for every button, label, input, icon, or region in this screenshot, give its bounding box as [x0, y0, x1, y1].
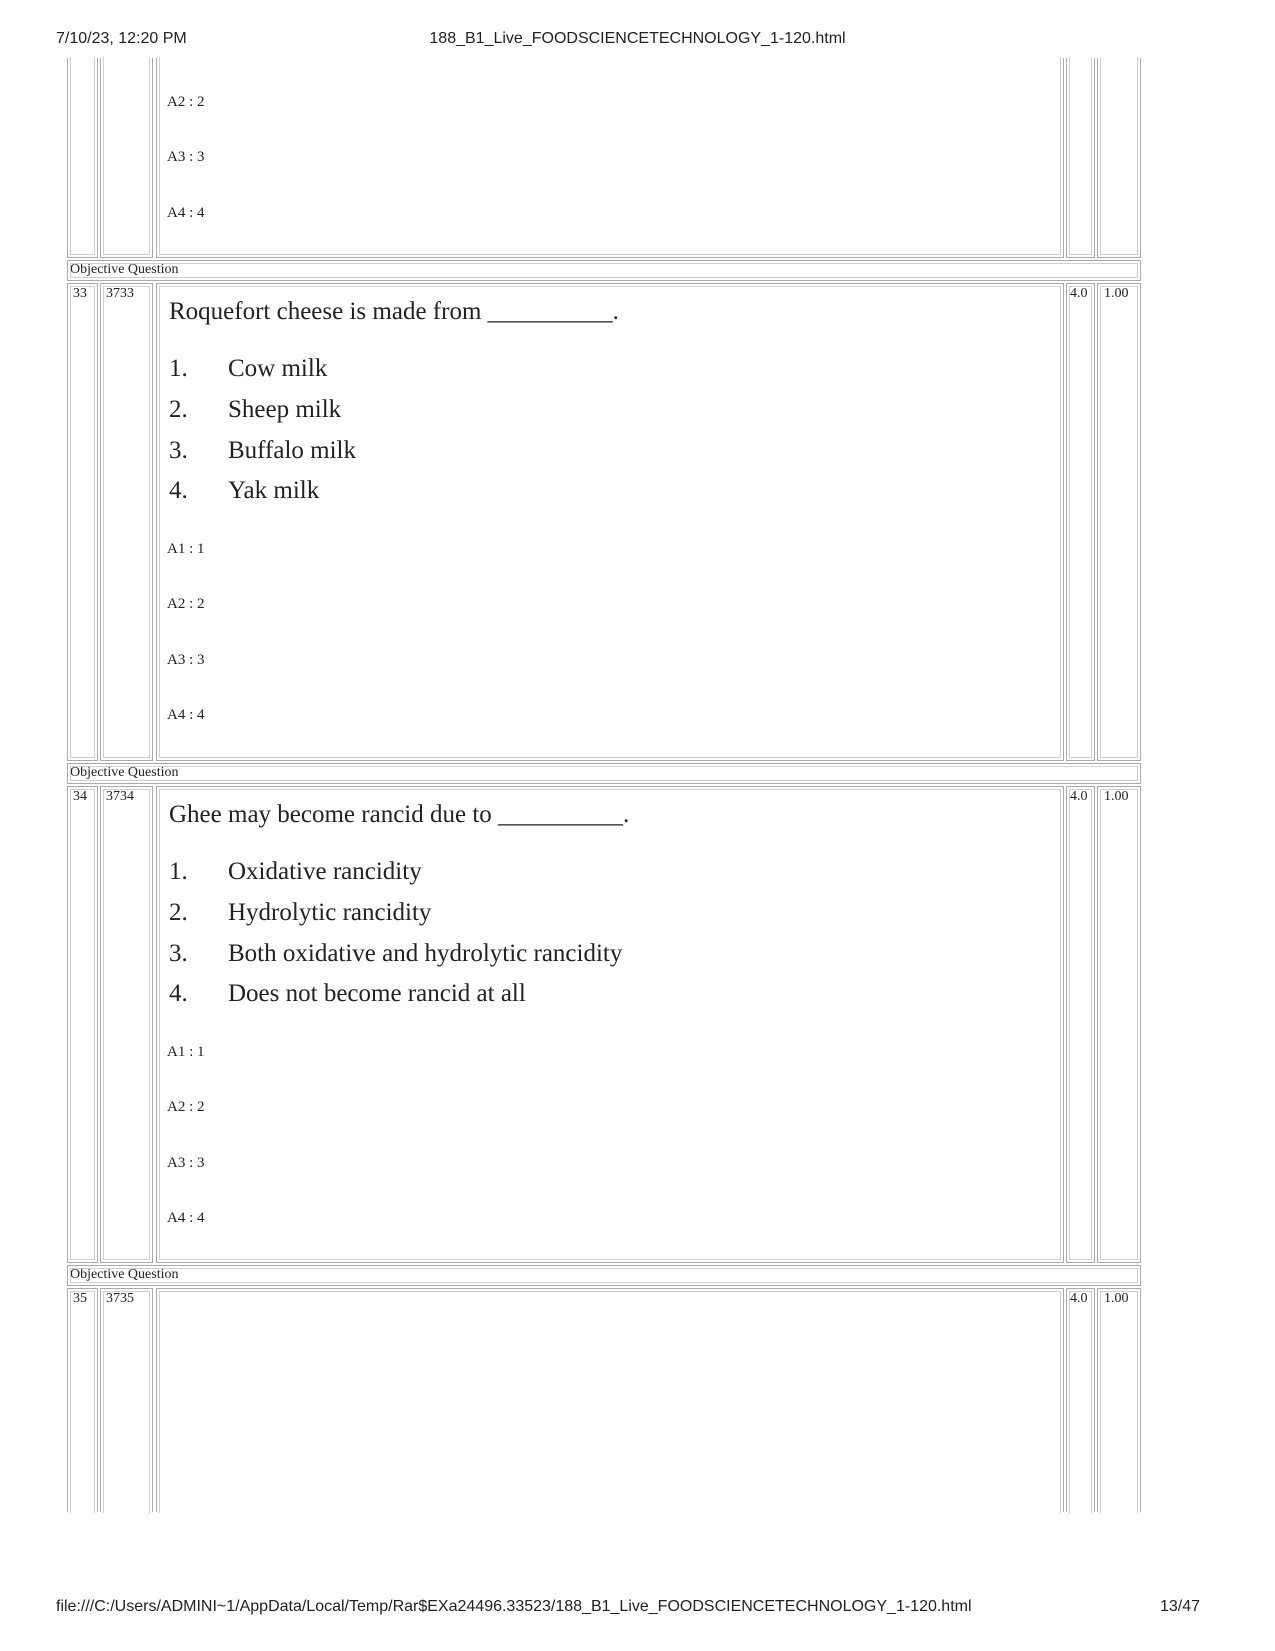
marks-value: 4.0: [1070, 286, 1088, 301]
answer-key-line: A3 : 3: [167, 652, 205, 668]
option-number: 1.: [169, 858, 188, 885]
option-number: 1.: [169, 355, 188, 382]
serial-number: 34: [73, 789, 87, 804]
question-stem: Ghee may become rancid due to __________.: [169, 801, 630, 828]
answer-key-line: A1 : 1: [167, 1044, 205, 1060]
print-title: 188_B1_Live_FOODSCIENCETECHNOLOGY_1-120.html: [429, 30, 846, 47]
question-body-cell: [156, 786, 1064, 1263]
answer-key-line: A2 : 2: [167, 94, 205, 110]
negative-marks-cell: [1097, 786, 1141, 1263]
question-body-cell: [156, 58, 1064, 258]
serial-number: 35: [73, 1291, 87, 1306]
marks-cell: [1066, 283, 1095, 761]
option-text: Yak milk: [228, 477, 320, 504]
sno-cell: [67, 58, 98, 258]
option-text: Does not become rancid at all: [228, 980, 526, 1007]
option-text: Oxidative rancidity: [228, 858, 422, 885]
marks-cell: [1066, 1288, 1095, 1512]
serial-number: 33: [73, 286, 87, 301]
qid-cell: [100, 283, 153, 761]
question-type-row: [67, 1265, 1141, 1286]
option-number: 4.: [169, 980, 188, 1007]
print-datetime: 7/10/23, 12:20 PM: [56, 30, 187, 47]
print-page-number: 13/47: [1159, 1598, 1200, 1615]
option-text: Both oxidative and hydrolytic rancidity: [228, 940, 623, 967]
marks-cell: [1066, 58, 1095, 258]
answer-key-line: A4 : 4: [167, 1210, 205, 1226]
print-file-path: file:///C:/Users/ADMINI~1/AppData/Local/Temp/Rar$EXa24496.33523/188_B1_Live_FOODSCIENCETECHNOLOGY_1-120.html: [56, 1598, 972, 1615]
question-body-cell: [156, 283, 1064, 761]
sno-cell: [67, 1288, 98, 1512]
question-id: 3733: [106, 286, 134, 301]
qid-cell: [100, 1288, 153, 1512]
marks-cell: [1066, 786, 1095, 1263]
option-number: 4.: [169, 477, 188, 504]
qid-cell: [100, 58, 153, 258]
negative-marks-value: 1.00: [1104, 789, 1129, 804]
option-number: 3.: [169, 940, 188, 967]
answer-key-line: A4 : 4: [167, 707, 205, 723]
qid-cell: [100, 786, 153, 1263]
option-number: 2.: [169, 396, 188, 423]
answer-key-line: A2 : 2: [167, 596, 205, 612]
marks-value: 4.0: [1070, 789, 1088, 804]
question-body-cell: [156, 1288, 1064, 1512]
question-stem: Roquefort cheese is made from __________.: [169, 298, 619, 325]
answer-key-line: A2 : 2: [167, 1099, 205, 1115]
negative-marks-value: 1.00: [1104, 1291, 1129, 1306]
marks-value: 4.0: [1070, 1291, 1088, 1306]
option-number: 2.: [169, 899, 188, 926]
question-id: 3735: [106, 1291, 134, 1306]
negative-marks-value: 1.00: [1104, 286, 1129, 301]
option-text: Buffalo milk: [228, 437, 357, 464]
sno-cell: [67, 786, 98, 1263]
answer-key-line: A3 : 3: [167, 1155, 205, 1171]
sno-cell: [67, 283, 98, 761]
negative-marks-cell: [1097, 283, 1141, 761]
question-id: 3734: [106, 789, 134, 804]
negative-marks-cell: [1097, 1288, 1141, 1512]
option-number: 3.: [169, 437, 188, 464]
question-type-row: [67, 260, 1141, 281]
option-text: Cow milk: [228, 355, 328, 382]
option-text: Hydrolytic rancidity: [228, 899, 432, 926]
answer-key-line: A1 : 1: [167, 541, 205, 557]
question-type-row: [67, 763, 1141, 784]
question-type-label: Objective Question: [70, 765, 179, 780]
question-type-label: Objective Question: [70, 1267, 179, 1282]
question-type-label: Objective Question: [70, 262, 179, 277]
option-text: Sheep milk: [228, 396, 342, 423]
answer-key-line: A3 : 3: [167, 149, 205, 165]
negative-marks-cell: [1097, 58, 1141, 258]
answer-key-line: A4 : 4: [167, 205, 205, 221]
